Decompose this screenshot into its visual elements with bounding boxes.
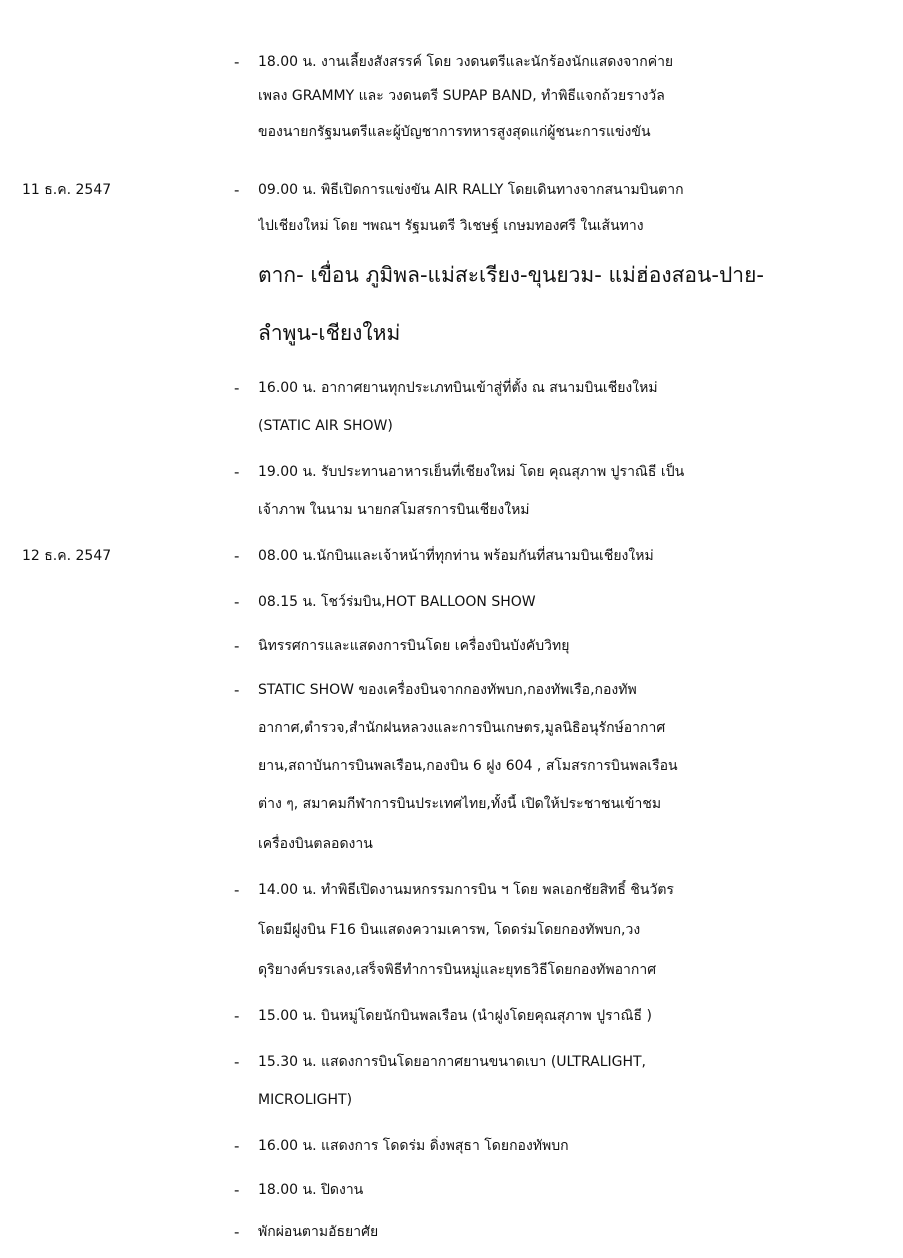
item-line: เพลง GRAMMY และ วงดนตรี SUPAP BAND, ทำพิธีแจกถ้วยรางวัล	[258, 88, 665, 104]
item-line: 09.00 น. พิธีเปิดการแข่งขัน AIR RALLY โดยเดินทางจากสนามบินตาก	[258, 182, 684, 198]
item-line: โดยมีฝูงบิน F16 บินแสดงความเคารพ, โดดร่มโดยกองทัพบก,วง	[258, 922, 641, 938]
item-line: อากาศ,ตำรวจ,สำนักฝนหลวงและการบินเกษตร,มูลนิธิอนุรักษ์อากาศ	[258, 720, 666, 736]
item-line: (STATIC AIR SHOW)	[258, 418, 393, 434]
item-line: STATIC SHOW ของเครื่องบินจากกองทัพบก,กองทัพเรือ,กองทัพ	[258, 682, 637, 698]
item-line: เจ้าภาพ ในนาม นายกสโมสรการบินเชียงใหม่	[258, 502, 530, 518]
item-line: ดุริยางค์บรรเลง,เสร็จพิธีทำการบินหมู่และยุทธวิธีโดยกองทัพอากาศ	[258, 962, 657, 978]
schedule-date: 11 ธ.ค. 2547	[22, 182, 112, 198]
bullet-dash: -	[234, 1223, 240, 1241]
item-line: 08.15 น. โชว์ร่มบิน,HOT BALLOON SHOW	[258, 594, 536, 610]
item-line: ลำพูน-เชียงใหม่	[258, 321, 401, 345]
bullet-dash: -	[234, 547, 240, 565]
item-line: MICROLIGHT)	[258, 1092, 353, 1108]
bullet-dash: -	[234, 1137, 240, 1155]
item-line: ยาน,สถาบันการบินพลเรือน,กองบิน 6 ฝูง 604 , สโมสรการบินพลเรือน	[258, 758, 678, 774]
bullet-dash: -	[234, 1053, 240, 1071]
item-line: 08.00 น.นักบินและเจ้าหน้าที่ทุกท่าน พร้อมกันที่สนามบินเชียงใหม่	[258, 548, 654, 564]
item-line: ของนายกรัฐมนตรีและผู้บัญชาการทหารสูงสุดแก่ผู้ชนะการแข่งขัน	[258, 124, 651, 140]
bullet-dash: -	[234, 181, 240, 199]
bullet-dash: -	[234, 463, 240, 481]
schedule-date: 12 ธ.ค. 2547	[22, 548, 112, 564]
bullet-dash: -	[234, 1181, 240, 1199]
item-line: 19.00 น. รับประทานอาหารเย็นที่เชียงใหม่ โดย คุณสุภาพ ปูราณิธี เป็น	[258, 464, 685, 480]
item-line: ต่าง ๆ, สมาคมกีฬาการบินประเทศไทย,ทั้งนี้ เปิดให้ประชาชนเข้าชม	[258, 796, 662, 812]
bullet-dash: -	[234, 681, 240, 699]
item-line: 18.00 น. งานเลี้ยงสังสรรค์ โดย วงดนตรีและนักร้องนักแสดงจากค่าย	[258, 54, 674, 70]
item-line: 15.00 น. บินหมู่โดยนักบินพลเรือน (นำฝูงโดยคุณสุภาพ ปูราณิธี )	[258, 1008, 652, 1024]
item-line: พักผ่อนตามอัธยาศัย	[258, 1224, 379, 1240]
bullet-dash: -	[234, 1007, 240, 1025]
item-line: 16.00 น. แสดงการ โดดร่ม ดิ่งพสุธา โดยกองทัพบก	[258, 1138, 569, 1154]
bullet-dash: -	[234, 593, 240, 611]
bullet-dash: -	[234, 53, 240, 71]
item-line: ตาก- เขื่อน ภูมิพล-แม่สะเรียง-ขุนยวม- แม่ฮ่องสอน-ปาย-	[258, 263, 764, 287]
item-line: 14.00 น. ทำพิธีเปิดงานมหกรรมการบิน ฯ โดย พลเอกชัยสิทธิ์ ชินวัตร	[258, 882, 674, 898]
item-line: เครื่องบินตลอดงาน	[258, 836, 373, 852]
item-line: 15.30 น. แสดงการบินโดยอากาศยานขนาดเบา (ULTRALIGHT,	[258, 1054, 647, 1070]
bullet-dash: -	[234, 637, 240, 655]
bullet-dash: -	[234, 881, 240, 899]
bullet-dash: -	[234, 379, 240, 397]
item-line: ไปเชียงใหม่ โดย ฯพณฯ รัฐมนตรี วิเชษฐ์ เกษมทองศรี ในเส้นทาง	[258, 218, 644, 234]
item-line: 16.00 น. อากาศยานทุกประเภทบินเข้าสู่ที่ตั้ง ณ สนามบินเชียงใหม่	[258, 380, 658, 396]
item-line: 18.00 น. ปิดงาน	[258, 1182, 364, 1198]
item-line: นิทรรศการและแสดงการบินโดย เครื่องบินบังคับวิทยุ	[258, 638, 570, 654]
